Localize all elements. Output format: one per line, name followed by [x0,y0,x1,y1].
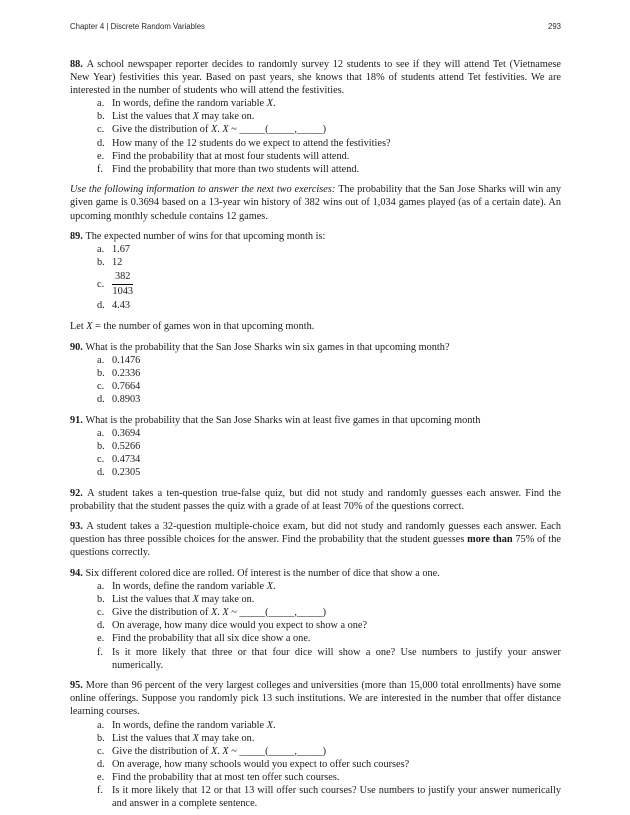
item-text [112,123,561,136]
question-88 [70,58,561,176]
item-text [112,380,561,393]
item-letter: a. [97,244,105,256]
item-text [112,632,561,645]
sub-item-c [70,123,561,136]
item-text [112,745,561,758]
item-text [112,150,561,163]
item-letter: d. [97,758,105,770]
question-93 [70,520,561,559]
item-text [112,784,561,810]
sub-item-e [70,150,561,163]
text-segment: ~ _____(_____,_____) [228,607,327,619]
item-text [112,440,561,453]
text-segment: . [217,124,223,136]
text-segment: ~ _____(_____,_____) [228,745,327,757]
text-segment: 12 [112,257,123,269]
text-segment: Is it more likely that 12 or that 13 will offer such courses? Use numbers to justify your answer numerically and answer in a complete sentence. [112,785,561,810]
item-text [112,466,561,479]
text-segment: In words, define the random variable [112,719,267,731]
text-segment: List the values that [112,732,193,744]
text-segment: . [217,745,223,757]
fraction-denominator: 1043 [112,285,134,297]
item-text [112,453,561,466]
sub-item-d [70,393,561,406]
paragraph-text [70,320,561,333]
item-letter: a. [97,427,105,439]
text-segment: What is the probability that the San Jose Sharks win six games in that upcoming month? [85,341,450,353]
item-text [112,137,561,150]
text-segment: On average, how many schools would you expect to offer such courses? [112,758,410,770]
item-text [112,593,561,606]
question-91 [70,414,561,479]
sub-item-f [70,784,561,810]
running-head: Chapter 4 | Discrete Random Variables [70,22,205,31]
text-segment: 0.1476 [112,354,141,366]
item-letter: b. [97,257,105,269]
fraction-numerator: 382 [112,271,133,285]
question-text [70,230,561,243]
item-letter: c. [97,380,105,392]
text-segment: What is the probability that the San Jose Sharks win at least five games in that upcoming month [85,414,481,426]
item-letter: f. [97,646,104,658]
question-92 [70,487,561,513]
sub-item-c [70,745,561,758]
sub-item-d [70,299,561,312]
text-segment: Give the distribution of [112,745,211,757]
page-number: 293 [547,22,561,31]
sub-item-d [70,758,561,771]
item-letter: f. [97,163,104,175]
text-segment: X [222,124,229,136]
question-90 [70,341,561,406]
text-segment: Give the distribution of [112,124,211,136]
text-segment: Find the probability that at most ten offer such courses. [112,771,340,783]
question-text [70,58,561,97]
text-segment: How many of the 12 students do we expect to attend the festivities? [112,137,391,149]
text-segment: The expected number of wins for that upcoming month is: [85,231,326,243]
item-letter: a. [97,581,105,593]
text-segment: . [217,607,223,619]
sub-item-b [70,593,561,606]
sub-items [70,354,561,406]
item-letter: e. [97,633,105,645]
item-letter: f. [97,785,104,796]
question-text [70,520,561,559]
item-text [112,299,561,312]
question-95 [70,679,561,810]
text-segment: List the values that [112,594,193,606]
text-segment: X [192,732,199,744]
text-segment: X [192,594,199,606]
item-text [112,163,561,176]
item-letter: b. [97,732,105,744]
question-94 [70,567,561,672]
sub-items [70,427,561,479]
item-letter: c. [97,745,105,757]
sub-item-b [70,256,561,269]
item-letter: c. [97,124,105,136]
paragraph-text [70,183,561,222]
item-letter: b. [97,367,105,379]
item-letter: b. [97,440,105,452]
item-text [112,732,561,745]
fraction [112,271,133,297]
sub-items [70,97,561,176]
text-segment: 0.8903 [112,393,141,405]
text-segment: ~ _____(_____,_____) [228,124,327,136]
question-number: 91. [70,414,86,426]
item-text [112,646,561,672]
text-segment: more than [467,534,513,546]
question-number: 93. [70,521,87,533]
sub-item-b [70,110,561,123]
text-segment: X [86,321,93,332]
sub-items [70,719,561,811]
text-segment: X [266,98,273,110]
text-segment: Let [70,321,87,332]
item-letter: d. [97,466,105,478]
sub-item-a [70,719,561,732]
question-number: 94. [70,568,86,579]
item-text [112,393,561,406]
item-text [112,758,561,771]
text-segment: X [210,607,218,619]
text-segment: X [222,745,229,757]
item-letter: e. [97,771,105,783]
item-text [112,427,561,440]
text-segment: X [222,607,229,619]
question-number: 95. [70,680,86,692]
item-text [112,719,561,732]
sub-item-a [70,427,561,440]
text-segment: . [272,719,276,731]
item-letter: d. [97,300,105,312]
text-segment: The probability that the San Jose Sharks will win any given game is 0.3694 based on a 13-year win history of 382 wins out of 1,034 games played (as of a certain date). An upcoming monthly schedule contains 12 games. [70,184,562,222]
item-text [112,110,561,123]
question-number: 90. [70,341,86,353]
text-segment: 0.7664 [112,380,141,392]
text-segment: More than 96 percent of the very largest colleges and universities (more than 15,000 total enrollments) have some online offerings. Suppose you randomly pick 13 such institutions. We are interested in the number that offer distance learning courses. [70,680,561,718]
text-segment: Is it more likely that three or that four dice will show a one? Use numbers to justify your answer numerically. [112,646,561,671]
text-segment: may take on. [198,732,255,744]
text-segment: X [192,111,199,123]
sub-items [70,580,561,672]
text-segment: In words, define the random variable [112,581,267,593]
text-segment: = the number of games won in that upcoming month. [92,321,315,332]
item-text [112,243,561,256]
sub-items [70,243,561,312]
sub-item-f [70,163,561,176]
item-letter: d. [97,137,105,149]
text-segment: Use the following information to answer the next two exercises: [70,184,339,196]
question-number: 92. [70,487,88,499]
text-segment: 75% of the questions correctly. [70,534,561,559]
sub-item-a [70,243,561,256]
item-text [112,256,561,269]
text-segment: A student takes a 32-question multiple-choice exam, but did not study and randomly guesses each answer. Each question has three possible choices for the answer. Find the probability that the student guesses [70,521,561,546]
text-segment: Find the probability that all six dice show a one. [112,633,311,645]
item-text [112,97,561,110]
sub-item-c [70,271,561,297]
sub-item-e [70,771,561,784]
text-segment: List the values that [112,111,193,123]
sub-item-b [70,367,561,380]
item-letter: c. [97,453,105,465]
item-text [112,619,561,632]
question-text [70,679,561,718]
item-text [112,606,561,619]
text-segment: . [272,581,276,593]
sub-item-d [70,137,561,150]
item-letter: e. [97,150,105,162]
item-letter: c. [97,607,105,619]
text-segment: 0.4734 [112,453,141,465]
sub-item-c [70,606,561,619]
item-letter: b. [97,111,105,123]
sub-item-c [70,453,561,466]
text-segment: X [266,719,273,731]
item-letter: b. [97,594,105,606]
sub-item-e [70,632,561,645]
text-segment: X [210,124,218,136]
item-text [112,580,561,593]
item-letter: c. [97,278,105,290]
item-text [112,771,561,784]
text-segment: 0.2305 [112,466,141,478]
text-segment: A student takes a ten-question true-false quiz, but did not study and randomly guesses each answer. Find the probability that the student passes the quiz with a grade of at least 70% of the questions correct. [70,487,561,512]
sub-item-f [70,646,561,672]
text-segment: may take on. [198,111,255,123]
text-segment: X [210,745,218,757]
text-segment: Six different colored dice are rolled. Of interest is the number of dice that show a one. [85,568,440,579]
sub-item-d [70,619,561,632]
text-segment: 1.67 [112,244,131,256]
text-segment: may take on. [198,594,255,606]
text-segment: Give the distribution of [112,607,211,619]
sub-item-a [70,97,561,110]
sub-item-c [70,380,561,393]
text-segment: Find the probability that at most four students will attend. [112,150,350,162]
text-segment: . [272,98,276,110]
page-header [70,22,561,31]
text-segment: On average, how many dice would you expect to show a one? [112,620,368,632]
text-segment: 0.3694 [112,427,141,439]
text-segment: 0.2336 [112,367,141,379]
instruction-note [70,183,561,222]
question-number: 88. [70,59,87,70]
sub-item-a [70,354,561,367]
sub-item-b [70,732,561,745]
item-letter: d. [97,620,105,632]
text-segment: 4.43 [112,300,131,312]
item-text [112,354,561,367]
question-text [70,414,561,427]
definition-paragraph [70,320,561,333]
sub-item-a [70,580,561,593]
question-text [70,487,561,513]
text-segment: X [266,581,273,593]
item-letter: d. [97,393,105,405]
item-letter: a. [97,719,105,731]
text-segment: A school newspaper reporter decides to randomly survey 12 students to see if they will attend Tet (Vietnamese New Year) festivities this year. Based on past years, she knows that 18% of students attend Tet festivities. We are interested in the number of students who will attend the festivities. [70,59,561,97]
sub-item-b [70,440,561,453]
item-letter: a. [97,354,105,366]
question-number: 89. [70,231,86,243]
question-text [70,341,561,354]
item-letter: a. [97,98,105,110]
text-segment: 0.5266 [112,440,141,452]
text-segment: Find the probability that more than two students will attend. [112,163,360,175]
content [70,58,561,810]
sub-item-d [70,466,561,479]
item-text [112,271,561,297]
question-text [70,567,561,580]
item-text [112,367,561,380]
text-segment: In words, define the random variable [112,98,267,110]
question-89 [70,230,561,312]
